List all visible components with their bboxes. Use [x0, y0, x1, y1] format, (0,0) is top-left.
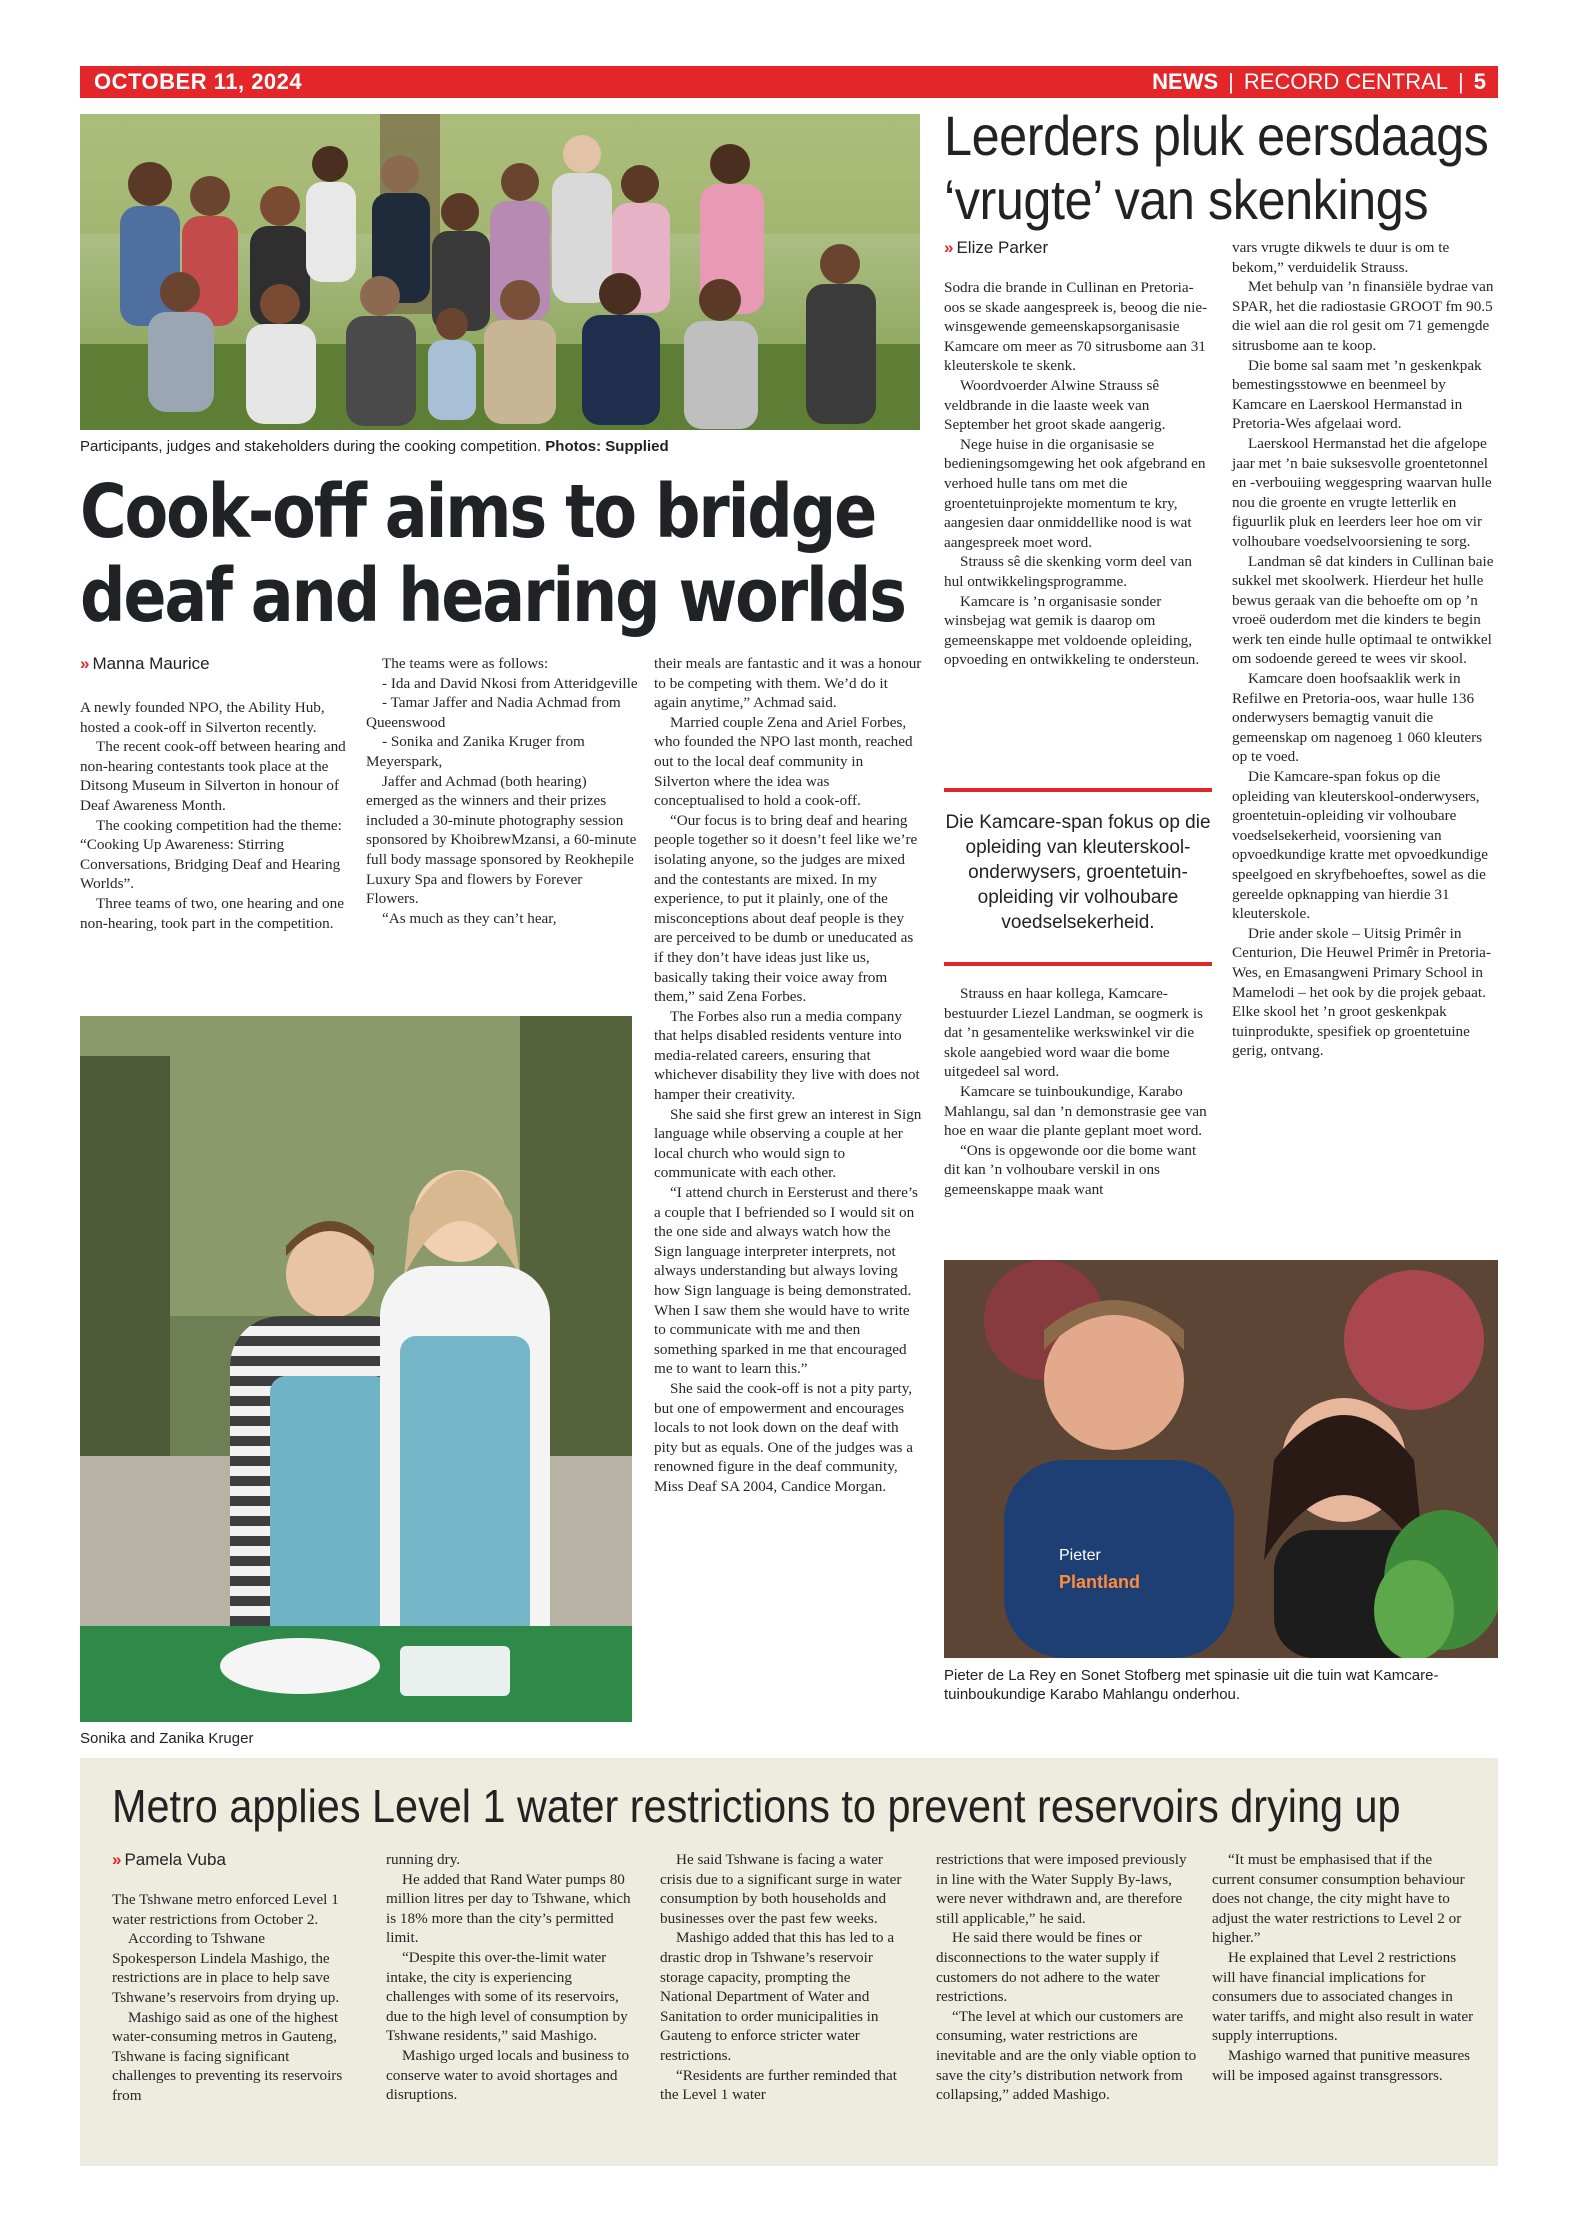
pull-quote: Die Kamcare-span fokus op die opleiding van kleuterskool-onderwysers, groentetuin-opleiding vir volhoubare voedselsekerheid. [944, 788, 1212, 966]
metro-column-4: restrictions that were imposed previously in line with the Water Supply By-laws, were never withdrawn and, are therefore still applicable,” he said. He said there would be fines or disconnections to the water supply if customers do not adhere to the water restrictions. “The level at which our customers are consuming, water restrictions are inevitable and are the only viable option to save the city’s distribution network from collapsing,” added Mashigo. [936, 1851, 1197, 2104]
page-header-bar [80, 66, 1498, 98]
leerders-column-2: vars vrugte dikwels te duur is om te bekom,” verduidelik Strauss. Met behulp van ’n finansiële bydrae van SPAR, het die radiostasie GROOT fm 90.5 die wiel aan die rol gesit om 71 gemengde sitrusbome aan te koop. Die bome sal saam met ’n geskenkpak bemestingsstowwe en beenmeel by Kamcare en Laerskool Hermanstad in Pretoria-Wes afgelaai word. Laerskool Hermanstad het die afgelope jaar met ’n baie suksesvolle groentetonnel en -verbouiing weggespring waarvan hulle nou die groente en vrugte letterlik en figuurlik pluk en leerders leer hoe om vir volhoubare voedselvoorsiening te sorg. Landman sê dat kinders in Cullinan baie sukkel met skoolwerk. Hierdeur het hulle bewus geraak van die behoefte om op ’n vroeë ouderdom met die kinders te begin werk ten einde hulle optimaal te ontwikkel om sodoende gereed te wees vir skool. Kamcare doen hoofsaaklik werk in Refilwe en Pretoria-oos, waar hulle 136 onderwysers bemagtig vanuit die gemeenskap om nagenoeg 1 060 kleuters op te voed. Die Kamcare-span fokus op die opleiding van kleuterskool-onderwysers, groentetuin-opleiding vir volhoubare voedselsekerheid, voorsiening van opvoedkundige kratte met opvoedkundige speelgoed en skryfbehoeftes, sowel as die gereelde opknapping van hierdie 31 kleuterskole. Drie ander skole – Uitsig Primêr in Centurion, Die Heuwel Primêr in Pretoria-Wes, en Emasangweni Primary School in Mamelodi – het ook by die projek gebaat. Elke skool het ’n groot geskenkpak tuinprodukte, spesifiek op groentetuine gerig, ontvang. [1232, 239, 1494, 1060]
metro-column-1: The Tshwane metro enforced Level 1 water restrictions from October 2. According to Tshwane Spokesperson Lindela Mashigo, the restrictions are in place to help save Tshwane’s reservoirs from drying up. Mashigo said as one of the highest water-consuming metros in Gauteng, Tshwane is facing significant challenges to preventing its reservoirs from [112, 1891, 343, 2104]
leerders-byline: » Elize Parker [944, 238, 1049, 257]
photo-credit: Photos: Supplied [545, 438, 669, 455]
pieter-sonet-caption: Pieter de La Rey en Sonet Stofberg met spinasie uit die tuin wat Kamcare-tuinboukundige Karabo Mahlangu onderhou. [944, 1667, 1439, 1703]
leerders-column-1b: Strauss en haar kollega, Kamcare-bestuurder Liezel Landman, se oogmerk is dat ’n gesamentelike werkswinkel vir die skole aangebied word waar die bome uitgedeel sal word. Kamcare se tuinboukundige, Karabo Mahlangu, sal dan ’n demonstrasie gee van hoe en waar die plante geplant moet word. “Ons is opgewonde oor die bome want dit kan ’n volhoubare verskil in ons gemeenskappe maak want [944, 985, 1207, 1198]
jacket-brand-logo: Plantland [1059, 1572, 1141, 1592]
issue-date: OCTOBER 11, 2024 [94, 69, 303, 94]
group-photo [80, 114, 920, 430]
kruger-photo [80, 1016, 632, 1722]
publication-name: RECORD CENTRAL [1243, 69, 1449, 94]
byline-arrow-icon-2: » [944, 238, 951, 257]
byline-arrow-icon: » [80, 654, 87, 673]
cookoff-column-1: A newly founded NPO, the Ability Hub, hosted a cook-off in Silverton recently. The recent cook-off between hearing and non-hearing contestants took place at the Ditsong Museum in Silverton in honour of Deaf Awareness Month. The cooking competition had the theme: “Cooking Up Awareness: Stirring Conversations, Bridging Deaf and Hearing Worlds”. Three teams of two, one hearing and one non-hearing, took part in the competition. [80, 699, 346, 932]
metro-headline: Metro applies Level 1 water restrictions to prevent reservoirs drying up [112, 1780, 1401, 1832]
metro-column-3: He said Tshwane is facing a water crisis due to a significant surge in water consumption by both households and businesses over the past few weeks. Mashigo added that this has led to a drastic drop in Tshwane’s reservoir storage capacity, prompting the National Department of Water and Sanitation to order municipalities in Gauteng to enforce stricter water restrictions. “Residents are further reminded that the Level 1 water [660, 1851, 902, 2104]
metro-byline: » Pamela Vuba [112, 1850, 226, 1869]
cookoff-byline: » Manna Maurice [80, 654, 210, 673]
page-number: 5 [1473, 69, 1486, 94]
byline-arrow-icon-3: » [112, 1850, 119, 1869]
metro-column-2: running dry. He added that Rand Water pumps 80 million litres per day to Tshwane, which is 18% more than the city’s permitted limit. “Despite this over-the-limit water intake, the city is experiencing challenges with some of its reservoirs, due to the high level of consumption by Tshwane residents,” said Mashigo. Mashigo urged locals and business to conserve water to avoid shortages and disruptions. [386, 1851, 631, 2104]
jacket-name: Pieter [1059, 1547, 1101, 1564]
pieter-sonet-photo [944, 1260, 1498, 1658]
cookoff-column-3: their meals are fantastic and it was a honour to be competing with them. We’d do it again anytime,” Achmad said. Married couple Zena and Ariel Forbes, who founded the NPO last month, reached out to the local deaf community in Silverton where the idea was conceptualised to hold a cook-off. “Our focus is to bring deaf and hearing people together so it doesn’t feel like we’re isolating anyone, so the judges are mixed and the contestants are mixed. In my experience, to put it plainly, one of the misconceptions about deaf people is they are perceived to be dumb or uneducated as if they don’t have ideas just like us, basically taking their voice away from them,” said Zena Forbes. The Forbes also run a media company that helps disabled residents venture into media-related careers, ensuring that whichever disability they live with does not hamper their creativity. She said she first grew an interest in Sign language while observing a couple at her local church who would sign to communicate with each other. “I attend church in Eersterust and there’s a couple that I befriended so I would sit on the one side and always watch how the Sign language interpreter interprets, not always understanding but always loving how Sign language is being demonstrated. When I saw them she would have to write to communicate with me and then something sparked in me that encouraged me to want to learn this.” She said the cook-off is not a pity party, but one of empowerment and encourages locals to not look down on the deaf with pity but as equals. One of the judges was a renowned figure in the deaf community, Miss Deaf SA 2004, Candice Morgan. [654, 655, 922, 1495]
cookoff-column-2: The teams were as follows: - Ida and David Nkosi from Atteridgeville - Tamar Jaffer and Nadia Achmad from Queenswood - Sonika and Zanika Kruger from Meyerspark, Jaffer and Achmad (both hearing) emerged as the winners and their prizes included a 30-minute photography session sponsored by KhoibrewMzansi, a 60-minute full body massage sponsored by Reokhepile Luxury Spa and flowers by Forever Flowers. “As much as they can’t hear, [366, 655, 638, 927]
cookoff-headline: Cook-off aims to bridge deaf and hearing worlds [80, 469, 905, 639]
metro-column-5: “It must be emphasised that if the current consumer consumption behaviour does not change, the city might have to adjust the water restrictions to Level 2 or higher.” He explained that Level 2 restrictions will have financial implications for consumers due to associated changes in water tariffs, and might also result in water supply interruptions. Mashigo warned that punitive measures will be imposed against transgressors. [1212, 1851, 1474, 2084]
header-separator: | [1228, 69, 1234, 94]
group-photo-caption: Participants, judges and stakeholders during the cooking competition. Photos: Supplied [80, 438, 669, 455]
header-separator-2: | [1458, 69, 1464, 94]
leerders-headline: Leerders pluk eersdaags ‘vrugte’ van skenkings [944, 104, 1489, 231]
section-name: NEWS [1152, 69, 1219, 94]
leerders-column-1: Sodra die brande in Cullinan en Pretoria-oos se skade aangespreek is, beoog die nie-winsgewende gemeenskapsorganisasie Kamcare om meer as 70 sitrusbome aan 31 kleuterskole te skenk. Woordvoerder Alwine Strauss sê veldbrande in die laaste week van September het groot skade aangerig. Nege huise in die organisasie se bedieningsomgewing het ook afgebrand en verhoed hulle tans om met die groentetuinprojekte momentum te kry, aangesien daar onmiddellike nood is wat aangespreek moet word. Strauss sê die skenking vorm deel van hul ontwikkelingsprogramme. Kamcare is ’n organisasie sonder winsbejag wat gemik is daarop om gemeenskappe met voldoende opleiding, opvoeding en ontwikkeling te ondersteun. [944, 279, 1208, 669]
kruger-photo-caption: Sonika and Zanika Kruger [80, 1730, 254, 1747]
